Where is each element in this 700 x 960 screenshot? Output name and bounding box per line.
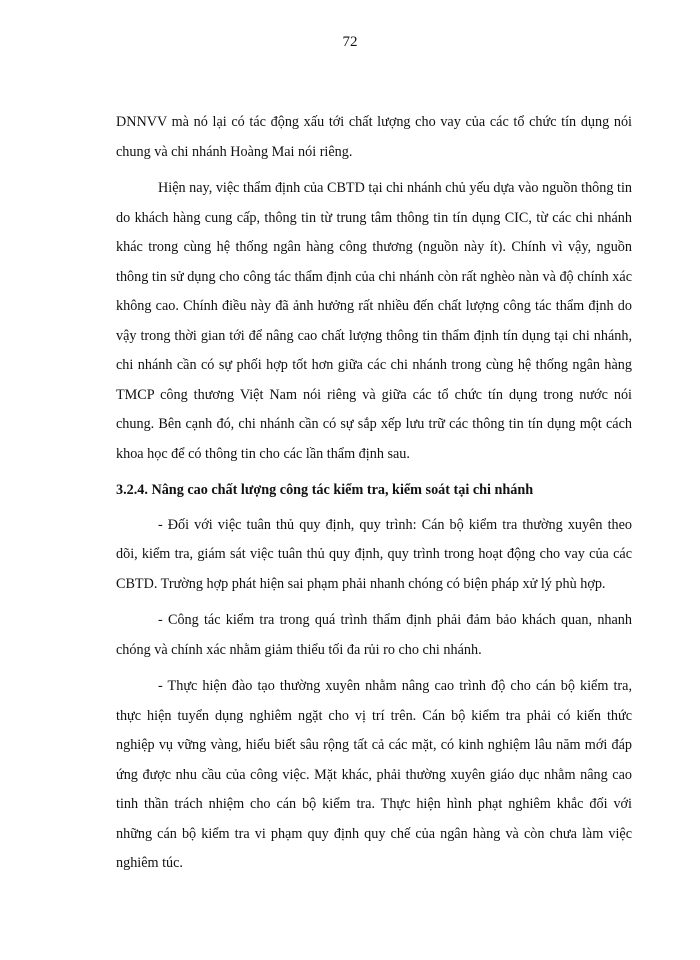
paragraph-appraisal-info: Hiện nay, việc thẩm định của CBTD tại chi nhánh chủ yếu dựa vào nguồn thông tin do khách hàng cung cấp, thông tin từ trung tâm thông tin tín dụng CIC, từ các chi nhánh khác trong cùng hệ thống ngân hàng công thương (nguồn này ít). Chính vì vậy, nguồn thông tin sử dụng cho công tác thẩm định của chi nhánh còn rất nghèo nàn và độ chính xác không cao. Chính điều này đã ảnh hưởng rất nhiều đến chất lượng công tác thẩm định do vậy trong thời gian tới để nâng cao chất lượng thông tin thẩm định tín dụng tại chi nhánh, chi nhánh cần có sự phối hợp tốt hơn giữa các chi nhánh trong cùng hệ thống ngân hàng TMCP công thương Việt Nam nói riêng và giữa các tổ chức tín dụng trong nước nói chung. Bên cạnh đó, chi nhánh cần có sự sắp xếp lưu trữ các thông tin tín dụng một cách khoa học để có thông tin cho các lần thẩm định sau. bbox=[116, 180, 632, 462]
body-text bbox=[116, 108, 632, 886]
section-heading: 3.2.4. Nâng cao chất lượng công tác kiểm tra, kiểm soát tại chi nhánh bbox=[116, 482, 534, 498]
paragraph-continuation: DNNVV mà nó lại có tác động xấu tới chất lượng cho vay của các tổ chức tín dụng nói chung và chi nhánh Hoàng Mai nói riêng. bbox=[116, 114, 632, 160]
page-number: 72 bbox=[342, 34, 358, 50]
list-item-compliance: - Đối với việc tuân thủ quy định, quy trình: Cán bộ kiểm tra thường xuyên theo dõi, kiểm tra, giám sát việc tuân thủ quy định, quy trình trong hoạt động cho vay của các CBTD. Trường hợp phát hiện sai phạm phải nhanh chóng có biện pháp xử lý phù hợp. bbox=[116, 516, 632, 592]
list-item-inspection: - Công tác kiểm tra trong quá trình thẩm định phải đảm bảo khách quan, nhanh chóng và chính xác nhằm giảm thiểu tối đa rủi ro cho chi nhánh. bbox=[116, 612, 632, 658]
list-item-training: - Thực hiện đào tạo thường xuyên nhằm nâng cao trình độ cho cán bộ kiểm tra, thực hiện tuyển dụng nghiêm ngặt cho vị trí trên. Cán bộ kiểm tra phải có kiến thức nghiệp vụ vững vàng, hiểu biết sâu rộng tất cả các mặt, có kinh nghiệm lâu năm mới đáp ứng được nhu cầu của công việc. Mặt khác, phải thường xuyên giáo dục nhằm nâng cao tinh thần trách nhiệm cho cán bộ kiểm tra. Thực hiện hình phạt nghiêm khắc đối với những cán bộ kiểm tra vi phạm quy định quy chế của ngân hàng và còn chưa làm việc nghiêm túc. bbox=[116, 678, 632, 871]
